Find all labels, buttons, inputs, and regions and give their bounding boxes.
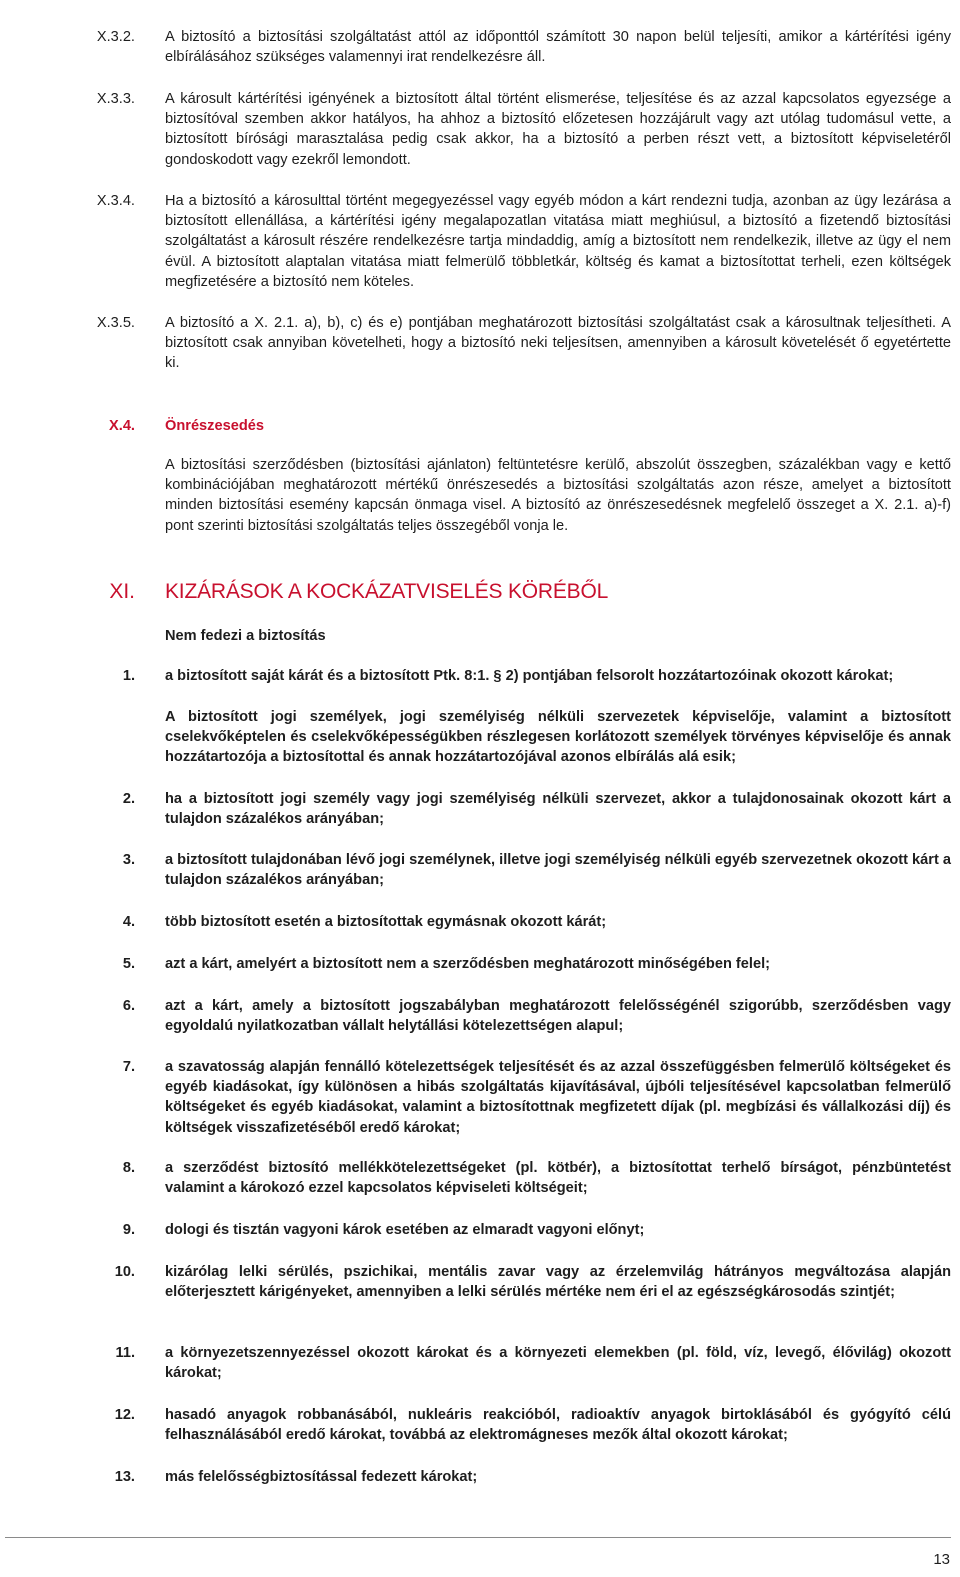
list-item-text: A biztosított jogi személyek, jogi személyiség nélküli szervezetek képviselője, valamint a biztosított cselekvőképtelen és cselekvőképességükben részlegesen korlátozott személyek törvényes képviselője és annak hozzátartozója a biztosítottal és annak hozzátartozójával azonos elbírálás alá esik; <box>165 709 951 766</box>
subsection-number: X.4. <box>109 418 135 434</box>
list-item-text: a biztosított saját kárát és a biztosított Ptk. 8:1. § 2) pontjában felsorolt hozzátartozóinak okozott károkat; <box>165 668 894 684</box>
list-item-text: hasadó anyagok robbanásából, nukleáris reakcióból, radioaktív anyagok birtoklásából és gyógyító célú felhasználásából eredő károkat, továbbá az elektromágneses mezők által okozott károkat; <box>165 1407 951 1444</box>
list-item-number: 8. <box>122 1160 135 1176</box>
list-item-text: a környezetszennyezéssel okozott károkat és a környezeti elemekben (pl. föld, víz, levegő, élővilág) okozott károkat; <box>165 1345 951 1382</box>
chapter-intro-text: Nem fedezi a biztosítás <box>165 628 326 644</box>
section-text: A károsult kártérítési igényének a biztosított által történt elismerése, teljesítése és az azzal kapcsolatos egyezsége a biztosítóval szemben akkor hatályos, ha ahhoz a biztosító előzetesen hozzájárult vagy azt utólag tudomásul vette, a biztosított bírósági marasztalása pedig csak akkor, ha a biztosító a perben részt vett, a biztosított képviseletéről gondoskodott vagy ezekről lemondott. <box>165 91 951 168</box>
list-item-text: dologi és tisztán vagyoni károk esetében az elmaradt vagyoni előnyt; <box>165 1222 645 1238</box>
section-number: X.3.4. <box>96 193 135 209</box>
list-item-text: azt a kárt, amelyért a biztosított nem a szerződésben meghatározott minőségében felel; <box>165 956 770 972</box>
list-item-text: kizárólag lelki sérülés, pszichikai, mentális zavar vagy az érzelemvilág hátrányos megváltozása alapján előterjesztett kárigényeket, amennyiben a lelki sérülés mértéke nem éri el az egészségkárosodás szintjét; <box>165 1264 951 1301</box>
list-item-text: ha a biztosított jogi személy vagy jogi személyiség nélküli szervezet, akkor a tulajdonosainak okozott kárt a tulajdon százalékos arányában; <box>165 791 951 828</box>
subsection-title: Önrészesedés <box>165 418 264 434</box>
list-item-number: 3. <box>122 852 135 868</box>
list-item-number: 11. <box>115 1345 135 1361</box>
list-item-number: 10. <box>114 1264 135 1280</box>
list-item-number: 5. <box>122 956 135 972</box>
chapter-title: KIZÁRÁSOK A KOCKÁZATVISELÉS KÖRÉBŐL <box>165 580 609 603</box>
subsection-text: A biztosítási szerződésben (biztosítási ajánlaton) feltüntetésre kerülő, abszolút összegben, százalékban vagy e kettő kombinációjában meghatározott mértékű önrészesedés a biztosítási szolgáltatás azon része, amelyet a biztosított minden biztosítási esemény kapcsán önmaga visel. A biztosító az önrészesedésnek megfelelő összeget a X. 2.1. a)-f) pont szerinti biztosítási szolgáltatás teljes összegéből vonja le. <box>165 457 951 534</box>
chapter-number: XI. <box>109 580 135 603</box>
list-item-text: több biztosított esetén a biztosítottak egymásnak okozott kárát; <box>165 914 607 930</box>
list-item-text: a biztosított tulajdonában lévő jogi személynek, illetve jogi személyiség nélküli egyéb szervezetnek okozott kárt a tulajdon százalékos arányában; <box>165 852 951 889</box>
section-number: X.3.5. <box>96 315 135 331</box>
section-text: Ha a biztosító a károsulttal történt megegyezéssel vagy egyéb módon a kárt rendezni tudja, azonban az ügy lezárása a biztosított ellenállása, a kártérítési igény megalapozatlan vitatása miatt meghiúsul, a biztosító a fizetendő biztosítási szolgáltatást a károsult részére rendelkezésre tartja mindaddig, amíg a biztosított nem rendelkezik, illetve az ügy el nem évül. A biztosított alaptalan vitatása miatt felmerülő többletkár, költség és kamat a biztosítottat terheli, ezen költségek megfizetésére a biztosító nem köteles. <box>165 193 951 290</box>
list-item-number: 12. <box>114 1407 135 1423</box>
page-number: 13 <box>933 1551 950 1568</box>
list-item-number: 2. <box>122 791 135 807</box>
list-item-number: 7. <box>122 1059 135 1075</box>
list-item-number: 9. <box>122 1222 135 1238</box>
list-item-text: azt a kárt, amely a biztosított jogszabályban meghatározott felelősségénél szigorúbb, szerződésben vagy egyoldalú nyilatkozatban vállalt helytállási kötelezettségen alapul; <box>165 998 951 1035</box>
section-number: X.3.2. <box>96 29 135 45</box>
section-number: X.3.3. <box>96 91 135 107</box>
list-item-text: a szerződést biztosító mellékkötelezettségeket (pl. kötbér), a biztosítottat terhelő bírságot, pénzbüntetést valamint a károkozó ezzel kapcsolatos képviseleti költségeit; <box>165 1160 951 1197</box>
section-text: A biztosító a biztosítási szolgáltatást attól az időponttól számított 30 napon belül teljesíti, amikor a kártérítési igény elbírálásához szükséges valamennyi irat rendelkezésre áll. <box>165 29 951 66</box>
list-item-number: 13. <box>114 1469 135 1485</box>
list-item-number: 1. <box>122 668 135 684</box>
list-item-number: 4. <box>122 914 135 930</box>
list-item-text: más felelősségbiztosítással fedezett károkat; <box>165 1469 478 1485</box>
list-item-text: a szavatosság alapján fennálló kötelezettségek teljesítését és az azzal összefüggésben felmerülő költségeket és egyéb kiadásokat, így különösen a hibás szolgáltatás kijavításával, újbóli teljesítésével kapcsolatban felmerülő költségeket és egyéb kiadásokat, valamint a biztosítottnak megfizetett díjak (pl. megbízási és vállalkozási díj) és költségek visszafizetéséből eredő károkat; <box>165 1059 951 1136</box>
list-item-number: 6. <box>122 998 135 1014</box>
footer-divider <box>5 1537 951 1538</box>
section-text: A biztosító a X. 2.1. a), b), c) és e) pontjában meghatározott biztosítási szolgáltatást csak a károsultnak teljesítheti. A biztosított csak annyiban követelheti, hogy a biztosító neki teljesítsen, amennyiben a károsult követelését ő egyetértette ki. <box>165 315 951 372</box>
